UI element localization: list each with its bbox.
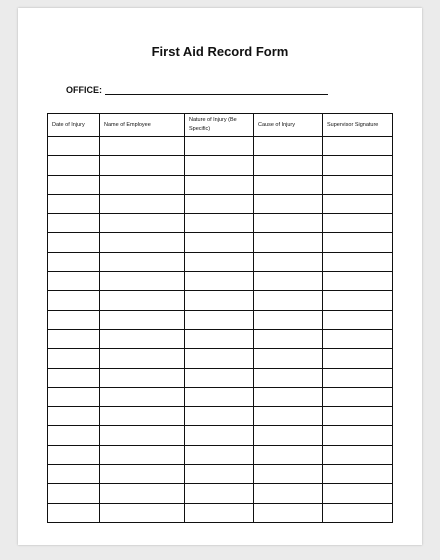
table-cell[interactable] [100, 465, 185, 484]
table-cell[interactable] [323, 329, 393, 348]
table-cell[interactable] [100, 272, 185, 291]
table-cell[interactable] [48, 156, 100, 175]
table-cell[interactable] [185, 175, 254, 194]
table-cell[interactable] [100, 194, 185, 213]
table-cell[interactable] [323, 214, 393, 233]
table-cell[interactable] [48, 214, 100, 233]
table-cell[interactable] [185, 503, 254, 522]
table-cell[interactable] [100, 503, 185, 522]
table-cell[interactable] [48, 407, 100, 426]
table-cell[interactable] [185, 156, 254, 175]
table-cell[interactable] [185, 387, 254, 406]
office-label: OFFICE: [66, 85, 102, 95]
table-cell[interactable] [185, 310, 254, 329]
table-cell[interactable] [323, 272, 393, 291]
table-cell[interactable] [185, 368, 254, 387]
table-cell[interactable] [254, 465, 323, 484]
table-cell[interactable] [100, 175, 185, 194]
table-row [48, 137, 393, 156]
table-cell[interactable] [254, 387, 323, 406]
table-row [48, 368, 393, 387]
table-cell[interactable] [48, 175, 100, 194]
table-row [48, 233, 393, 252]
table-cell[interactable] [254, 252, 323, 271]
table-cell[interactable] [323, 426, 393, 445]
table-row [48, 194, 393, 213]
table-row [48, 426, 393, 445]
table-cell[interactable] [323, 291, 393, 310]
table-cell[interactable] [48, 272, 100, 291]
table-cell[interactable] [100, 137, 185, 156]
header-cause-of-injury: Cause of Injury [254, 114, 323, 137]
table-body [48, 137, 393, 523]
table-cell[interactable] [48, 137, 100, 156]
table-cell[interactable] [323, 407, 393, 426]
table-cell[interactable] [48, 329, 100, 348]
table-row [48, 445, 393, 464]
table-cell[interactable] [185, 465, 254, 484]
table-cell[interactable] [185, 426, 254, 445]
table-cell[interactable] [100, 484, 185, 503]
table-row [48, 465, 393, 484]
table-cell[interactable] [48, 310, 100, 329]
table-row [48, 349, 393, 368]
table-cell[interactable] [254, 137, 323, 156]
header-supervisor-signature: Supervisor Signature [323, 114, 393, 137]
table-cell[interactable] [254, 214, 323, 233]
table-cell[interactable] [100, 214, 185, 233]
table-cell[interactable] [185, 137, 254, 156]
table-cell[interactable] [48, 368, 100, 387]
table-cell[interactable] [48, 445, 100, 464]
table-cell[interactable] [48, 194, 100, 213]
table-cell[interactable] [254, 156, 323, 175]
table-cell[interactable] [48, 484, 100, 503]
table-cell[interactable] [185, 291, 254, 310]
table-cell[interactable] [185, 233, 254, 252]
table-cell[interactable] [254, 349, 323, 368]
table-row [48, 310, 393, 329]
table-cell[interactable] [323, 233, 393, 252]
table-cell[interactable] [323, 368, 393, 387]
table-cell[interactable] [323, 175, 393, 194]
table-cell[interactable] [254, 272, 323, 291]
table-cell[interactable] [254, 445, 323, 464]
table-cell[interactable] [185, 272, 254, 291]
table-cell[interactable] [100, 387, 185, 406]
table-cell[interactable] [254, 291, 323, 310]
table-cell[interactable] [100, 426, 185, 445]
table-cell[interactable] [100, 349, 185, 368]
table-cell[interactable] [100, 310, 185, 329]
table-cell[interactable] [323, 310, 393, 329]
table-cell[interactable] [185, 252, 254, 271]
table-cell[interactable] [323, 484, 393, 503]
office-field [66, 85, 328, 95]
table-cell[interactable] [185, 445, 254, 464]
table-row [48, 387, 393, 406]
table-row [48, 252, 393, 271]
table-cell[interactable] [48, 349, 100, 368]
table-cell[interactable] [323, 252, 393, 271]
table-cell[interactable] [323, 156, 393, 175]
table-cell[interactable] [254, 503, 323, 522]
table-cell[interactable] [254, 368, 323, 387]
table-cell[interactable] [185, 329, 254, 348]
form-title: First Aid Record Form [151, 44, 289, 59]
table-cell[interactable] [254, 426, 323, 445]
header-date-of-injury: Date of Injury [48, 114, 100, 137]
table-cell[interactable] [100, 407, 185, 426]
table-cell[interactable] [323, 445, 393, 464]
table-cell[interactable] [100, 368, 185, 387]
table-cell[interactable] [254, 310, 323, 329]
table-row [48, 291, 393, 310]
table-cell[interactable] [254, 407, 323, 426]
table-cell[interactable] [48, 252, 100, 271]
table-row [48, 503, 393, 522]
table-row [48, 214, 393, 233]
table-row [48, 329, 393, 348]
table-cell[interactable] [48, 233, 100, 252]
table-cell[interactable] [185, 194, 254, 213]
table-header-row [48, 114, 393, 137]
table-cell[interactable] [254, 233, 323, 252]
table-cell[interactable] [323, 503, 393, 522]
table-cell[interactable] [100, 252, 185, 271]
table-cell[interactable] [185, 349, 254, 368]
table-cell[interactable] [100, 329, 185, 348]
table-cell[interactable] [254, 329, 323, 348]
table-cell[interactable] [185, 214, 254, 233]
table-cell[interactable] [323, 349, 393, 368]
table-cell[interactable] [48, 387, 100, 406]
table-cell[interactable] [100, 233, 185, 252]
table-row [48, 156, 393, 175]
header-name-of-employee: Name of Employee [100, 114, 185, 137]
table-cell[interactable] [48, 426, 100, 445]
table-cell[interactable] [100, 291, 185, 310]
table-cell[interactable] [323, 137, 393, 156]
table-cell[interactable] [100, 156, 185, 175]
header-nature-of-injury: Nature of Injury (Be Specific) [185, 114, 254, 137]
table-cell[interactable] [254, 194, 323, 213]
table-cell[interactable] [48, 291, 100, 310]
table-row [48, 175, 393, 194]
table-row [48, 407, 393, 426]
first-aid-record-table [47, 113, 393, 523]
document-page [18, 8, 422, 545]
table-cell[interactable] [48, 503, 100, 522]
office-blank-line[interactable] [105, 85, 328, 95]
table-cell[interactable] [323, 194, 393, 213]
table-cell[interactable] [185, 484, 254, 503]
table-cell[interactable] [48, 465, 100, 484]
table-cell[interactable] [185, 407, 254, 426]
table-cell[interactable] [100, 445, 185, 464]
table-cell[interactable] [323, 465, 393, 484]
table-cell[interactable] [323, 387, 393, 406]
table-row [48, 272, 393, 291]
table-row [48, 484, 393, 503]
table-cell[interactable] [254, 484, 323, 503]
table-cell[interactable] [254, 175, 323, 194]
